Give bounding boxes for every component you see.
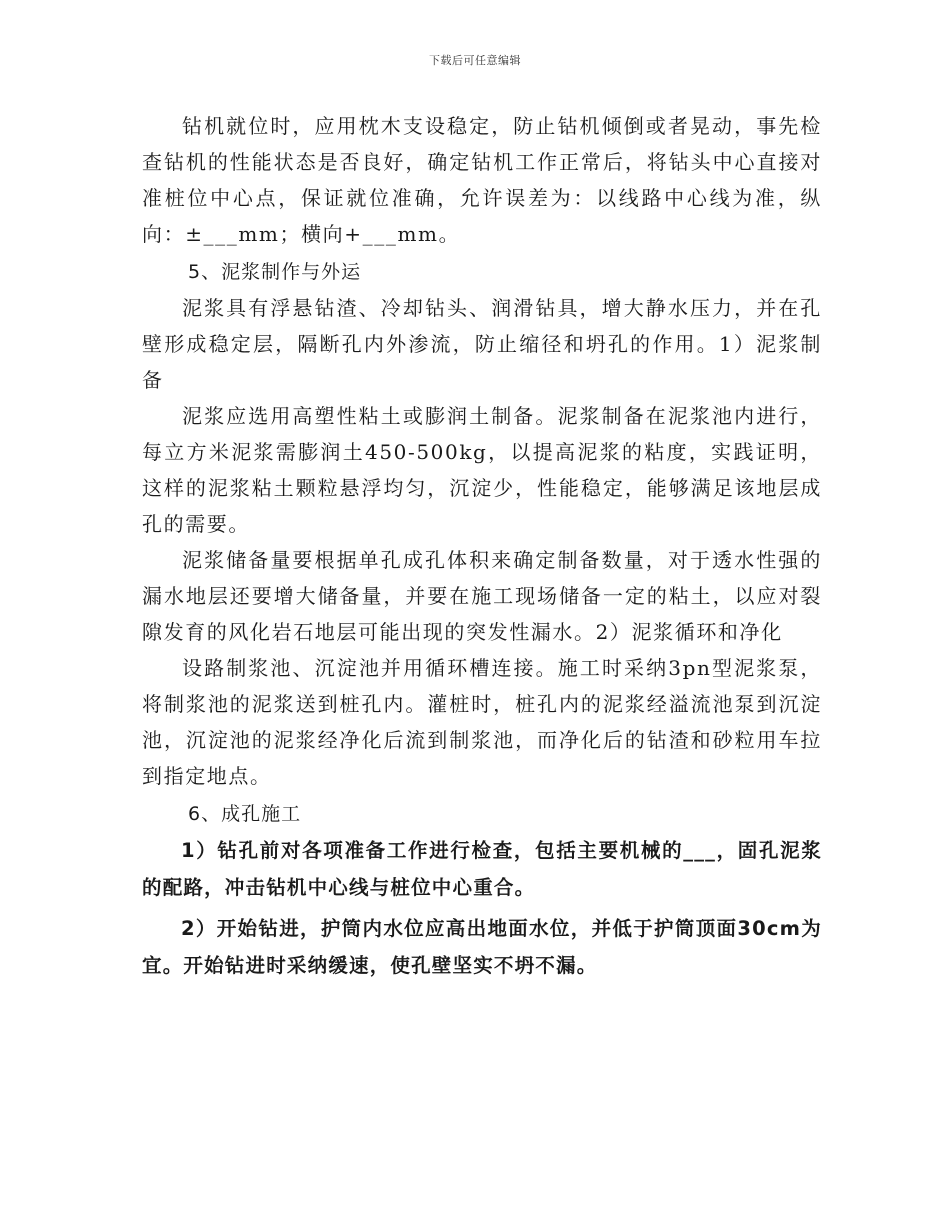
section-heading-6: 6、成孔施工 [188,803,302,825]
paragraph-mud-reserve: 泥浆储备量要根据单孔成孔体积来确定制备数量，对于透水性强的漏水地层还要增大储备量，并要在施工现场储备一定的粘土，以应对裂隙发育的风化岩石地层可能出现的突发性漏水。2）泥浆循环和净化 [142,548,822,644]
paragraph-drilling-step-2: 2）开始钻进，护筒内水位应高出地面水位，并低于护筒顶面30cm为宜。开始钻进时采纳缓速，使孔壁坚实不坍不漏。 [142,917,822,977]
document-body [142,108,822,984]
paragraph-drill-positioning: 钻机就位时，应用枕木支设稳定，防止钻机倾倒或者晃动，事先检查钻机的性能状态是否良好，确定钻机工作正常后，将钻头中心直接对准桩位中心点，保证就位准确，允许误差为：以线路中心线为准，纵向：±___mm；横向+___mm。 [142,114,822,246]
paragraph-mud-function: 泥浆具有浮悬钻渣、冷却钻头、润滑钻具，增大静水压力，并在孔壁形成稳定层，隔断孔内外渗流，防止缩径和坍孔的作用。1）泥浆制备 [142,296,822,392]
paragraph-mud-preparation: 泥浆应选用高塑性粘土或膨润土制备。泥浆制备在泥浆池内进行，每立方米泥浆需膨润土450-500kg，以提高泥浆的粘度，实践证明，这样的泥浆粘土颗粒悬浮均匀，沉淀少，性能稳定，能够满足该地层成孔的需要。 [142,404,822,536]
section-heading-5: 5、泥浆制作与外运 [188,261,362,283]
paragraph-drilling-step-1: 1）钻孔前对各项准备工作进行检查，包括主要机械的___，固孔泥浆的配路，冲击钻机中心线与桩位中心重合。 [142,839,822,899]
paragraph-mud-circulation: 设路制浆池、沉淀池并用循环槽连接。施工时采纳3pn型泥浆泵，将制浆池的泥浆送到桩孔内。灌桩时，桩孔内的泥浆经溢流池泵到沉淀池，沉淀池的泥浆经净化后流到制浆池，而净化后的钻渣和砂粒用车拉到指定地点。 [142,656,822,788]
header-note: 下载后可任意编辑 [429,54,521,67]
